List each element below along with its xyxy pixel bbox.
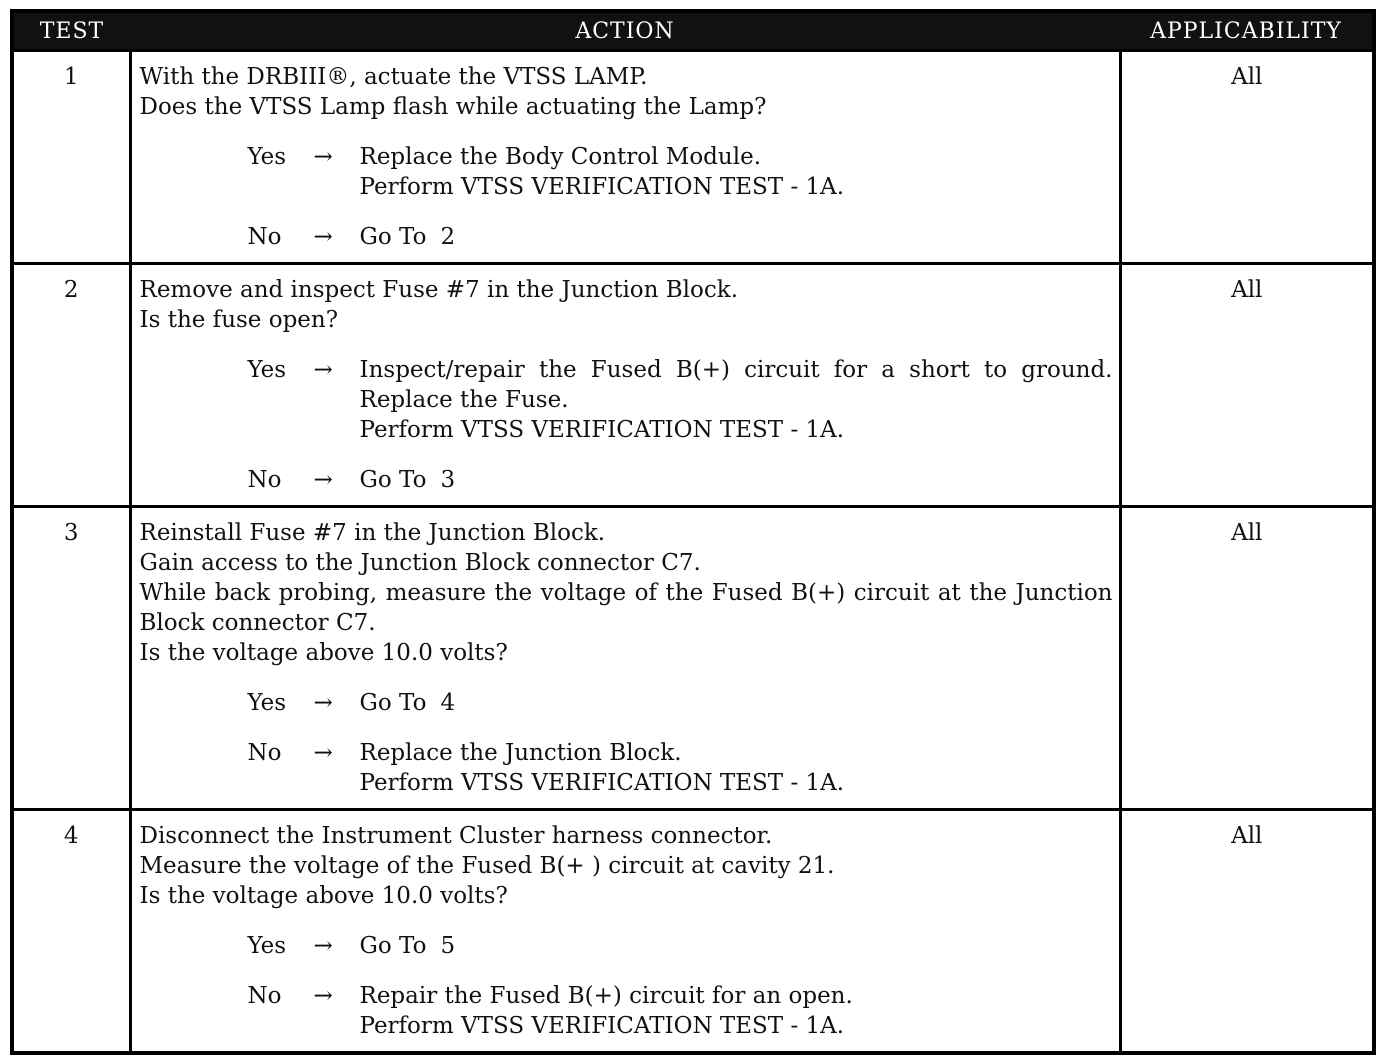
test-applicability: All bbox=[1120, 51, 1374, 264]
yes-branch bbox=[140, 355, 1113, 445]
test-applicability: All bbox=[1120, 507, 1374, 810]
yes-label: Yes bbox=[247, 144, 287, 170]
test-action bbox=[130, 810, 1120, 1054]
test-applicability: All bbox=[1120, 810, 1374, 1054]
step-line: Is the voltage above 10.0 volts? bbox=[139, 640, 508, 666]
goto-number: 5 bbox=[440, 933, 456, 959]
branch-line: Replace the Fuse. bbox=[359, 387, 569, 413]
goto-number: 3 bbox=[440, 467, 456, 493]
step-line: With the DRBIII®, actuate the VTSS LAMP. bbox=[139, 64, 648, 90]
branch-line bbox=[360, 465, 1113, 495]
branch-line: Perform VTSS VERIFICATION TEST - 1A. bbox=[359, 417, 845, 443]
goto-text: Go To bbox=[359, 467, 427, 493]
test-action bbox=[130, 51, 1120, 264]
step-line: Is the fuse open? bbox=[139, 307, 339, 333]
branch-line bbox=[360, 931, 1113, 961]
yes-label: Yes bbox=[247, 690, 287, 716]
branch-line: Perform VTSS VERIFICATION TEST - 1A. bbox=[359, 1013, 845, 1039]
branch-line: Perform VTSS VERIFICATION TEST - 1A. bbox=[359, 174, 845, 200]
arrow-icon: → bbox=[313, 357, 333, 383]
arrow-icon: → bbox=[313, 933, 333, 959]
test-row bbox=[12, 51, 1374, 264]
no-label: No bbox=[247, 467, 282, 493]
branch-line bbox=[360, 688, 1113, 718]
step-line: Gain access to the Junction Block connector C7. bbox=[139, 550, 701, 576]
header-action: ACTION bbox=[130, 11, 1120, 51]
test-number: 2 bbox=[12, 264, 130, 507]
branch-line: Repair the Fused B(+) circuit for an open. bbox=[359, 983, 853, 1009]
goto-number: 2 bbox=[440, 224, 456, 250]
step-line: Remove and inspect Fuse #7 in the Junction Block. bbox=[139, 277, 739, 303]
header-applicability: APPLICABILITY bbox=[1120, 11, 1374, 51]
test-number: 4 bbox=[12, 810, 130, 1054]
yes-label: Yes bbox=[247, 357, 287, 383]
branch-line: Replace the Body Control Module. bbox=[359, 144, 762, 170]
arrow-icon: → bbox=[313, 224, 333, 250]
goto-number: 4 bbox=[440, 690, 456, 716]
branch-line: Inspect/repair the Fused B(+) circuit for a short to ground. bbox=[359, 357, 1113, 383]
yes-label: Yes bbox=[247, 933, 287, 959]
test-row bbox=[12, 507, 1374, 810]
test-number: 1 bbox=[12, 51, 130, 264]
arrow-icon: → bbox=[313, 690, 333, 716]
no-branch bbox=[140, 222, 1113, 252]
step-line: Measure the voltage of the Fused B(+ ) circuit at cavity 21. bbox=[139, 853, 835, 879]
step-line: Disconnect the Instrument Cluster harness connector. bbox=[139, 823, 773, 849]
step-line: Is the voltage above 10.0 volts? bbox=[139, 883, 508, 909]
test-number: 3 bbox=[12, 507, 130, 810]
no-branch bbox=[140, 981, 1113, 1041]
test-applicability: All bbox=[1120, 264, 1374, 507]
no-label: No bbox=[247, 983, 282, 1009]
arrow-icon: → bbox=[313, 467, 333, 493]
step-line: Reinstall Fuse #7 in the Junction Block. bbox=[139, 520, 606, 546]
no-label: No bbox=[247, 224, 282, 250]
arrow-icon: → bbox=[313, 144, 333, 170]
yes-branch bbox=[140, 931, 1113, 961]
arrow-icon: → bbox=[313, 983, 333, 1009]
test-action bbox=[130, 264, 1120, 507]
step-line: Does the VTSS Lamp flash while actuating the Lamp? bbox=[139, 94, 767, 120]
yes-branch bbox=[140, 142, 1113, 202]
goto-text: Go To bbox=[359, 933, 427, 959]
branch-line: Perform VTSS VERIFICATION TEST - 1A. bbox=[359, 770, 845, 796]
header-test: TEST bbox=[12, 11, 130, 51]
diagnostic-test-table bbox=[10, 9, 1376, 1055]
arrow-icon: → bbox=[313, 740, 333, 766]
no-label: No bbox=[247, 740, 282, 766]
goto-text: Go To bbox=[359, 224, 427, 250]
branch-line bbox=[360, 222, 1113, 252]
test-row bbox=[12, 810, 1374, 1054]
step-line: While back probing, measure the voltage of the Fused B(+) circuit at the Junction Block connector C7. bbox=[139, 580, 1113, 636]
header-row bbox=[12, 11, 1374, 51]
yes-branch bbox=[140, 688, 1113, 718]
no-branch bbox=[140, 465, 1113, 495]
branch-line: Replace the Junction Block. bbox=[359, 740, 682, 766]
test-action bbox=[130, 507, 1120, 810]
no-branch bbox=[140, 738, 1113, 798]
test-row bbox=[12, 264, 1374, 507]
goto-text: Go To bbox=[359, 690, 427, 716]
